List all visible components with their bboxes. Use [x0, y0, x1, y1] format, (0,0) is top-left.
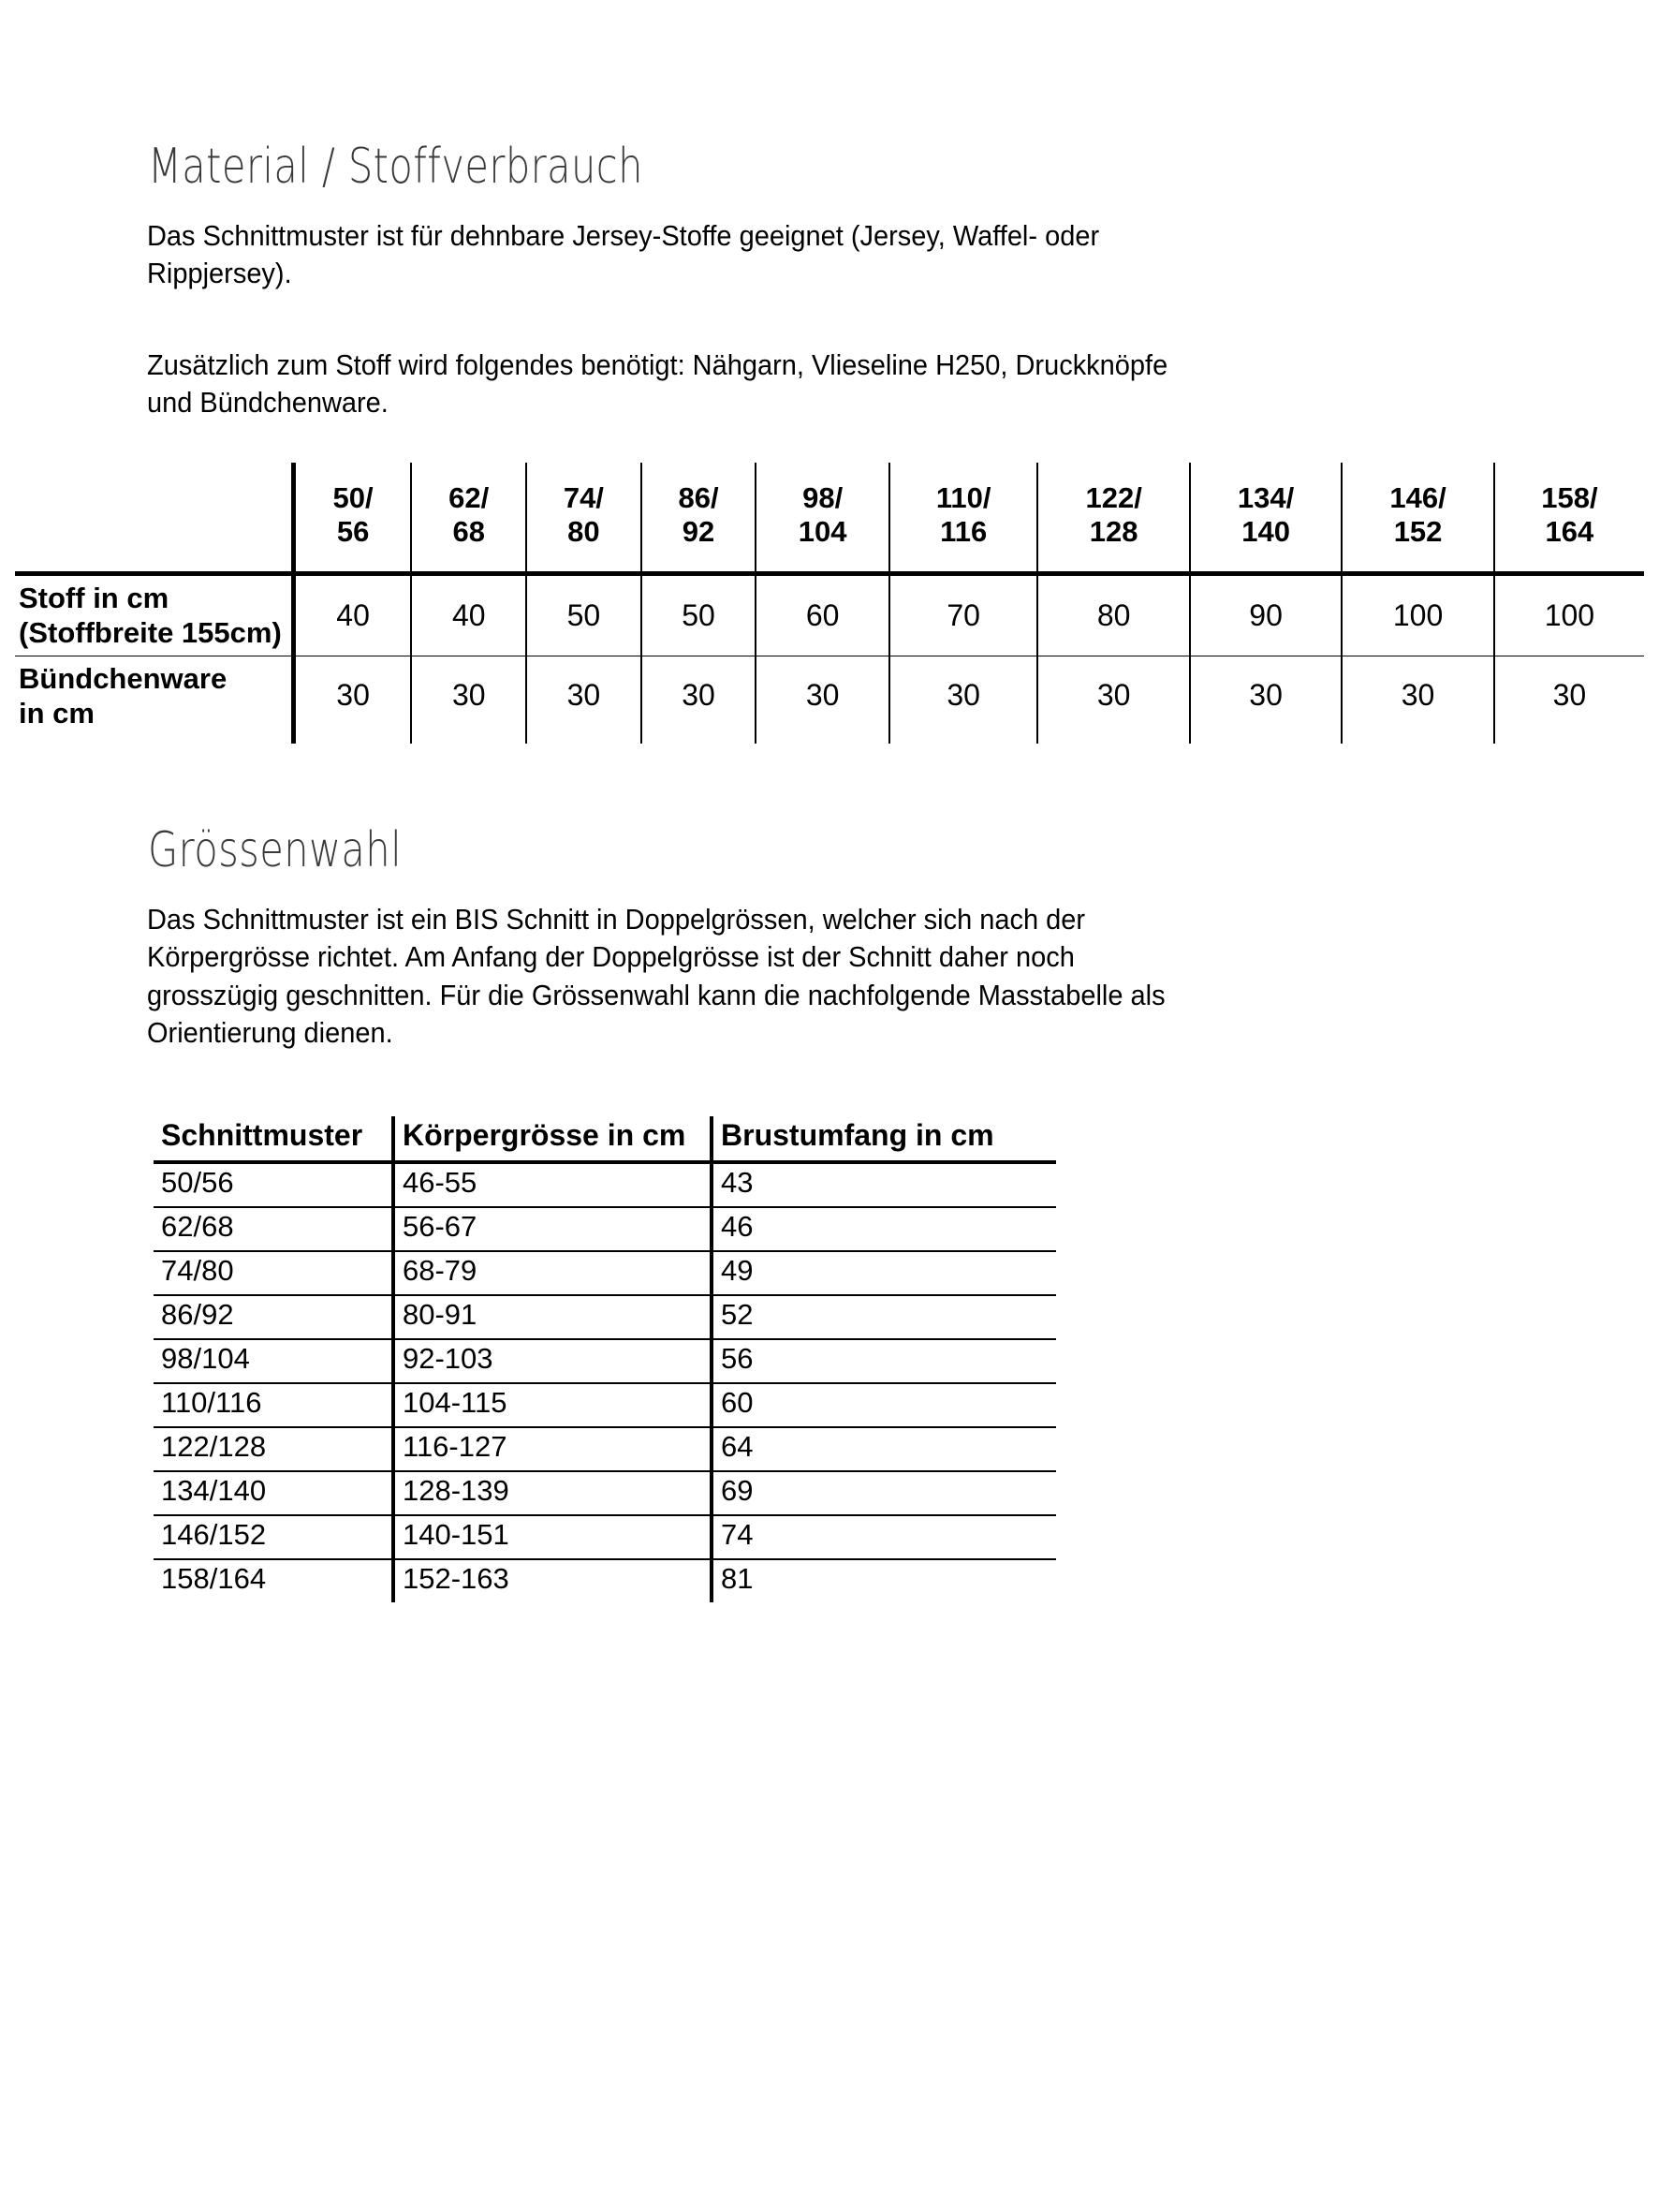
table-cell: 90: [1190, 574, 1342, 656]
corner-cell: [15, 463, 293, 574]
cell-pattern: 62/68: [154, 1207, 393, 1251]
size-header-bottom: 152: [1393, 515, 1443, 548]
sizing-heading: [148, 822, 465, 878]
table-cell: 60: [756, 574, 889, 656]
size-header-top: 86/: [678, 481, 719, 515]
cell-height: 68-79: [393, 1251, 712, 1295]
cell-height: 46-55: [393, 1162, 712, 1207]
size-header-bottom: 56: [336, 515, 370, 548]
size-header-top: 50/: [332, 481, 374, 515]
cell-pattern: 134/140: [154, 1471, 393, 1515]
table-cell: 30: [1494, 656, 1644, 745]
size-header-cell: [1190, 463, 1342, 574]
size-header-cell: [411, 463, 526, 574]
size-header-bottom: 92: [682, 515, 715, 548]
cell-chest: 49: [712, 1251, 1056, 1295]
cell-height: 56-67: [393, 1207, 712, 1251]
table-cell: 30: [1037, 656, 1189, 745]
row-label-line-2: in cm: [19, 696, 95, 730]
material-paragraph-1: [147, 217, 1461, 293]
cell-pattern: 110/116: [154, 1383, 393, 1427]
size-header-cell: [641, 463, 756, 574]
size-header-cell: [756, 463, 889, 574]
cell-height: 128-139: [393, 1471, 712, 1515]
cell-pattern: 122/128: [154, 1427, 393, 1471]
cell-pattern: 146/152: [154, 1515, 393, 1559]
table-cell: 70: [889, 574, 1037, 656]
sizing-paragraph-line-1: Das Schnittmuster ist ein BIS Schnitt in Doppelgrössen, welcher sich nach der: [147, 903, 1086, 936]
size-chart-table: [154, 1116, 1056, 1602]
size-header-cell: [293, 463, 411, 574]
sizing-paragraph-line-4: Orientierung dienen.: [147, 1015, 393, 1049]
cell-chest: 74: [712, 1515, 1056, 1559]
material-paragraph-2-line-2: und Bündchenware.: [147, 386, 389, 420]
size-header-top: 134/: [1237, 481, 1295, 515]
table-cell: 40: [411, 574, 526, 656]
table-cell: 50: [526, 574, 641, 656]
column-header-pattern: Schnittmuster: [154, 1116, 393, 1162]
material-consumption-table: [15, 463, 1644, 744]
table-cell: 30: [526, 656, 641, 745]
size-header-bottom: 80: [567, 515, 600, 548]
size-header-top: 158/: [1541, 481, 1598, 515]
row-label-cuff: [15, 656, 293, 745]
table-cell: 30: [411, 656, 526, 745]
size-header-bottom: 116: [940, 515, 988, 548]
cell-chest: 56: [712, 1339, 1056, 1383]
cell-chest: 81: [712, 1559, 1056, 1602]
row-label-line-2: (Stoffbreite 155cm): [19, 615, 282, 649]
size-header-bottom: 104: [798, 515, 847, 548]
table-row: [154, 1427, 1056, 1471]
column-header-chest: Brustumfang in cm: [712, 1116, 1056, 1162]
table-row: [154, 1515, 1056, 1559]
size-header-top: 146/: [1389, 481, 1446, 515]
cell-height: 80-91: [393, 1295, 712, 1339]
cell-pattern: 74/80: [154, 1251, 393, 1295]
material-paragraph-1-line-1: Das Schnittmuster ist für dehnbare Jersey-Stoffe geeignet (Jersey, Waffel- oder: [147, 219, 1100, 252]
table-cell: 30: [889, 656, 1037, 745]
size-header-bottom: 68: [452, 515, 485, 548]
table-cell: 50: [641, 574, 756, 656]
cell-chest: 64: [712, 1427, 1056, 1471]
material-paragraph-2: [147, 347, 1513, 422]
table-cell: 100: [1494, 574, 1644, 656]
material-heading-text: Material / Stoffverbrauch: [148, 139, 643, 195]
cell-height: 116-127: [393, 1427, 712, 1471]
size-header-cell: [1342, 463, 1493, 574]
material-paragraph-1-line-2: Rippjersey).: [147, 257, 292, 290]
size-header-cell: [1494, 463, 1644, 574]
cell-chest: 69: [712, 1471, 1056, 1515]
table-cell: 30: [1190, 656, 1342, 745]
cell-height: 104-115: [393, 1383, 712, 1427]
table-cell: 30: [293, 656, 411, 745]
table-row: [154, 1339, 1056, 1383]
cell-pattern: 50/56: [154, 1162, 393, 1207]
size-header-cell: [1037, 463, 1189, 574]
column-header-height: Körpergrösse in cm: [393, 1116, 712, 1162]
material-heading: [148, 139, 767, 195]
table-row: [154, 1383, 1056, 1427]
cell-pattern: 86/92: [154, 1295, 393, 1339]
size-header-bottom: 164: [1545, 515, 1594, 548]
table-row-header: [154, 1116, 1056, 1162]
sizing-paragraph-line-3: grosszügig geschnitten. Für die Grössenwahl kann die nachfolgende Masstabelle als: [147, 978, 1166, 1011]
table-row: [15, 656, 1644, 745]
table-row: [154, 1251, 1056, 1295]
size-header-top: 62/: [448, 481, 490, 515]
size-header-top: 110/: [935, 481, 991, 515]
table-cell: 30: [641, 656, 756, 745]
sizing-heading-text: Grössenwahl: [148, 822, 403, 878]
material-paragraph-2-line-1: Zusätzlich zum Stoff wird folgendes benötigt: Nähgarn, Vlieseline H250, Druckknöpfe: [147, 348, 1168, 381]
size-header-cell: [889, 463, 1037, 574]
table-cell: 100: [1342, 574, 1493, 656]
cell-height: 92-103: [393, 1339, 712, 1383]
size-header-bottom: 128: [1089, 515, 1138, 548]
row-label-line-1: Bündchenware: [19, 662, 228, 696]
cell-pattern: 158/164: [161, 1562, 267, 1595]
table-row: [154, 1471, 1056, 1515]
cell-pattern: 98/104: [154, 1339, 393, 1383]
size-header-top: 122/: [1085, 481, 1142, 515]
cell-chest: 43: [712, 1162, 1056, 1207]
table-row: [154, 1207, 1056, 1251]
table-cell: 80: [1037, 574, 1189, 656]
size-header-bottom: 140: [1241, 515, 1290, 548]
table-row: [15, 574, 1644, 656]
table-row-header: [15, 463, 1644, 574]
cell-chest: 46: [712, 1207, 1056, 1251]
sizing-paragraph: [147, 901, 1477, 1052]
table-cell: 40: [293, 574, 411, 656]
table-row: [154, 1559, 1056, 1602]
cell-height: 140-151: [393, 1515, 712, 1559]
table-cell: 30: [756, 656, 889, 745]
table-cell: 30: [1342, 656, 1493, 745]
row-label-line-1: Stoff in cm: [19, 582, 169, 614]
cell-chest: 52: [712, 1295, 1056, 1339]
table-row: [154, 1295, 1056, 1339]
size-header-top: 98/: [802, 481, 844, 515]
cell-height: 152-163: [393, 1559, 712, 1602]
sizing-paragraph-line-2: Körpergrösse richtet. Am Anfang der Doppelgrösse ist der Schnitt daher noch: [147, 940, 1075, 974]
cell-chest: 60: [712, 1383, 1056, 1427]
table-row: [154, 1162, 1056, 1207]
size-header-top: 74/: [563, 481, 604, 515]
row-label-fabric: [15, 574, 293, 656]
size-header-cell: [526, 463, 641, 574]
